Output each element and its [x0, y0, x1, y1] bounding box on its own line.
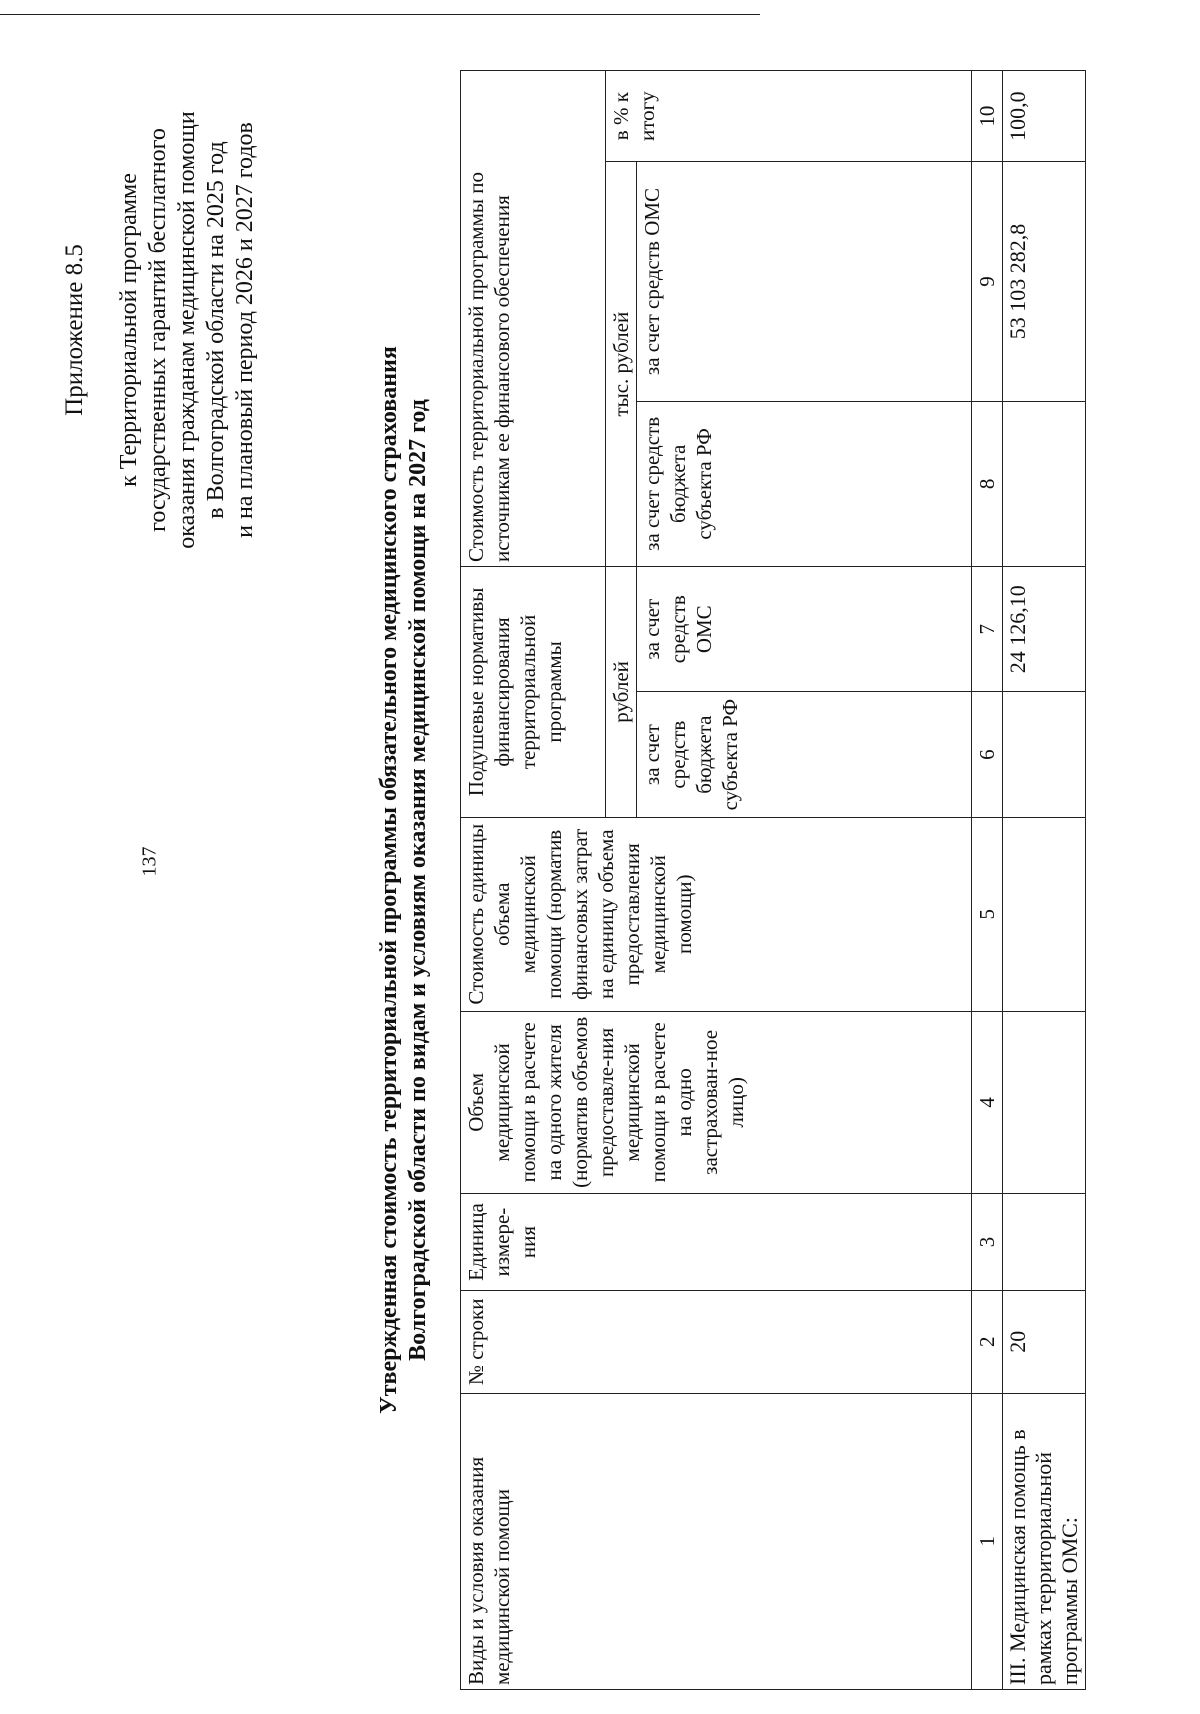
- column-number: 1: [972, 1393, 1003, 1689]
- header-kinds: Виды и условия оказания медицинской помощи: [461, 1393, 972, 1689]
- row-name: III. Медицинская помощь в рамках территориальной программы ОМС:: [1003, 1393, 1086, 1689]
- document-title: [375, 100, 433, 1660]
- title-line-1: Утвержденная стоимость территориальной программы обязательного медицинского страхования: [376, 346, 402, 1414]
- header-pc-oms: за счет средств ОМС: [637, 567, 972, 692]
- header-unit: Единица измере-ния: [461, 1194, 972, 1291]
- row-volume: [1003, 1011, 1086, 1193]
- column-number: 4: [972, 1011, 1003, 1193]
- column-number: 7: [972, 567, 1003, 692]
- header-percent: в % к итогу: [606, 71, 972, 162]
- header-tc-oms: за счет средств ОМС: [637, 162, 972, 401]
- header-unit-cost: Стоимость единицы объема медицинской помощи (норматив финансовых затрат на единицу объема предоставления медицинской помощи): [461, 817, 972, 1011]
- row-line-number: 20: [1003, 1290, 1086, 1393]
- row-unit-cost: [1003, 817, 1086, 1011]
- page-number: 137: [138, 846, 161, 877]
- header-total-cost: Стоимость территориальной программы по источникам ее финансового обеспечения: [461, 71, 606, 567]
- row-unit: [1003, 1194, 1086, 1291]
- row-pc-oms: 24 126,10: [1003, 567, 1086, 692]
- header-pc-budget: за счет средств бюджета субъекта РФ: [637, 692, 972, 817]
- row-tc-oms: 53 103 282,8: [1003, 162, 1086, 401]
- appendix-line: и на плановый период 2026 и 2027 годов: [232, 122, 258, 538]
- appendix-line: в Волгоградской области на 2025 год: [203, 141, 229, 519]
- cost-table: [460, 70, 1086, 1690]
- column-number: 8: [972, 401, 1003, 566]
- table-row: [1003, 71, 1086, 1690]
- appendix-number: Приложение 8.5: [61, 244, 88, 416]
- header-tc-budget: за счет средств бюджета субъекта РФ: [637, 401, 972, 566]
- appendix-line: оказания гражданам медицинской помощи: [174, 111, 200, 549]
- appendix-block: [60, 70, 260, 590]
- header-unit-rub: рублей: [606, 567, 637, 818]
- row-tc-budget: [1003, 401, 1086, 566]
- document-sheet: [30, 50, 1110, 1690]
- title-line-2: Волгоградской области по видам и условиям оказания медицинской помощи на 2027 год: [405, 399, 431, 1361]
- row-percent: 100,0: [1003, 71, 1086, 162]
- column-number: 2: [972, 1290, 1003, 1393]
- scan-edge-line: [0, 14, 760, 15]
- header-per-capita: Подушевые нормативы финансирования территориальной программы: [461, 567, 606, 818]
- appendix-line: государственных гарантий бесплатного: [145, 128, 171, 532]
- header-row-1: [461, 71, 606, 1690]
- appendix-line: к Территориальной программе: [116, 173, 142, 487]
- row-pc-budget: [1003, 692, 1086, 817]
- column-number: 10: [972, 71, 1003, 162]
- header-unit-thousand: тыс. рублей: [606, 162, 637, 567]
- header-line-number: № строки: [461, 1290, 972, 1393]
- header-volume: Объем медицинской помощи в расчете на одного жителя (норматив объемов предоставле-ния медицинской помощи в расчете на одно застрахован-ное лицо): [461, 1011, 972, 1193]
- column-number-row: [972, 71, 1003, 1690]
- column-number: 9: [972, 162, 1003, 401]
- column-number: 3: [972, 1194, 1003, 1291]
- column-number: 5: [972, 817, 1003, 1011]
- column-number: 6: [972, 692, 1003, 817]
